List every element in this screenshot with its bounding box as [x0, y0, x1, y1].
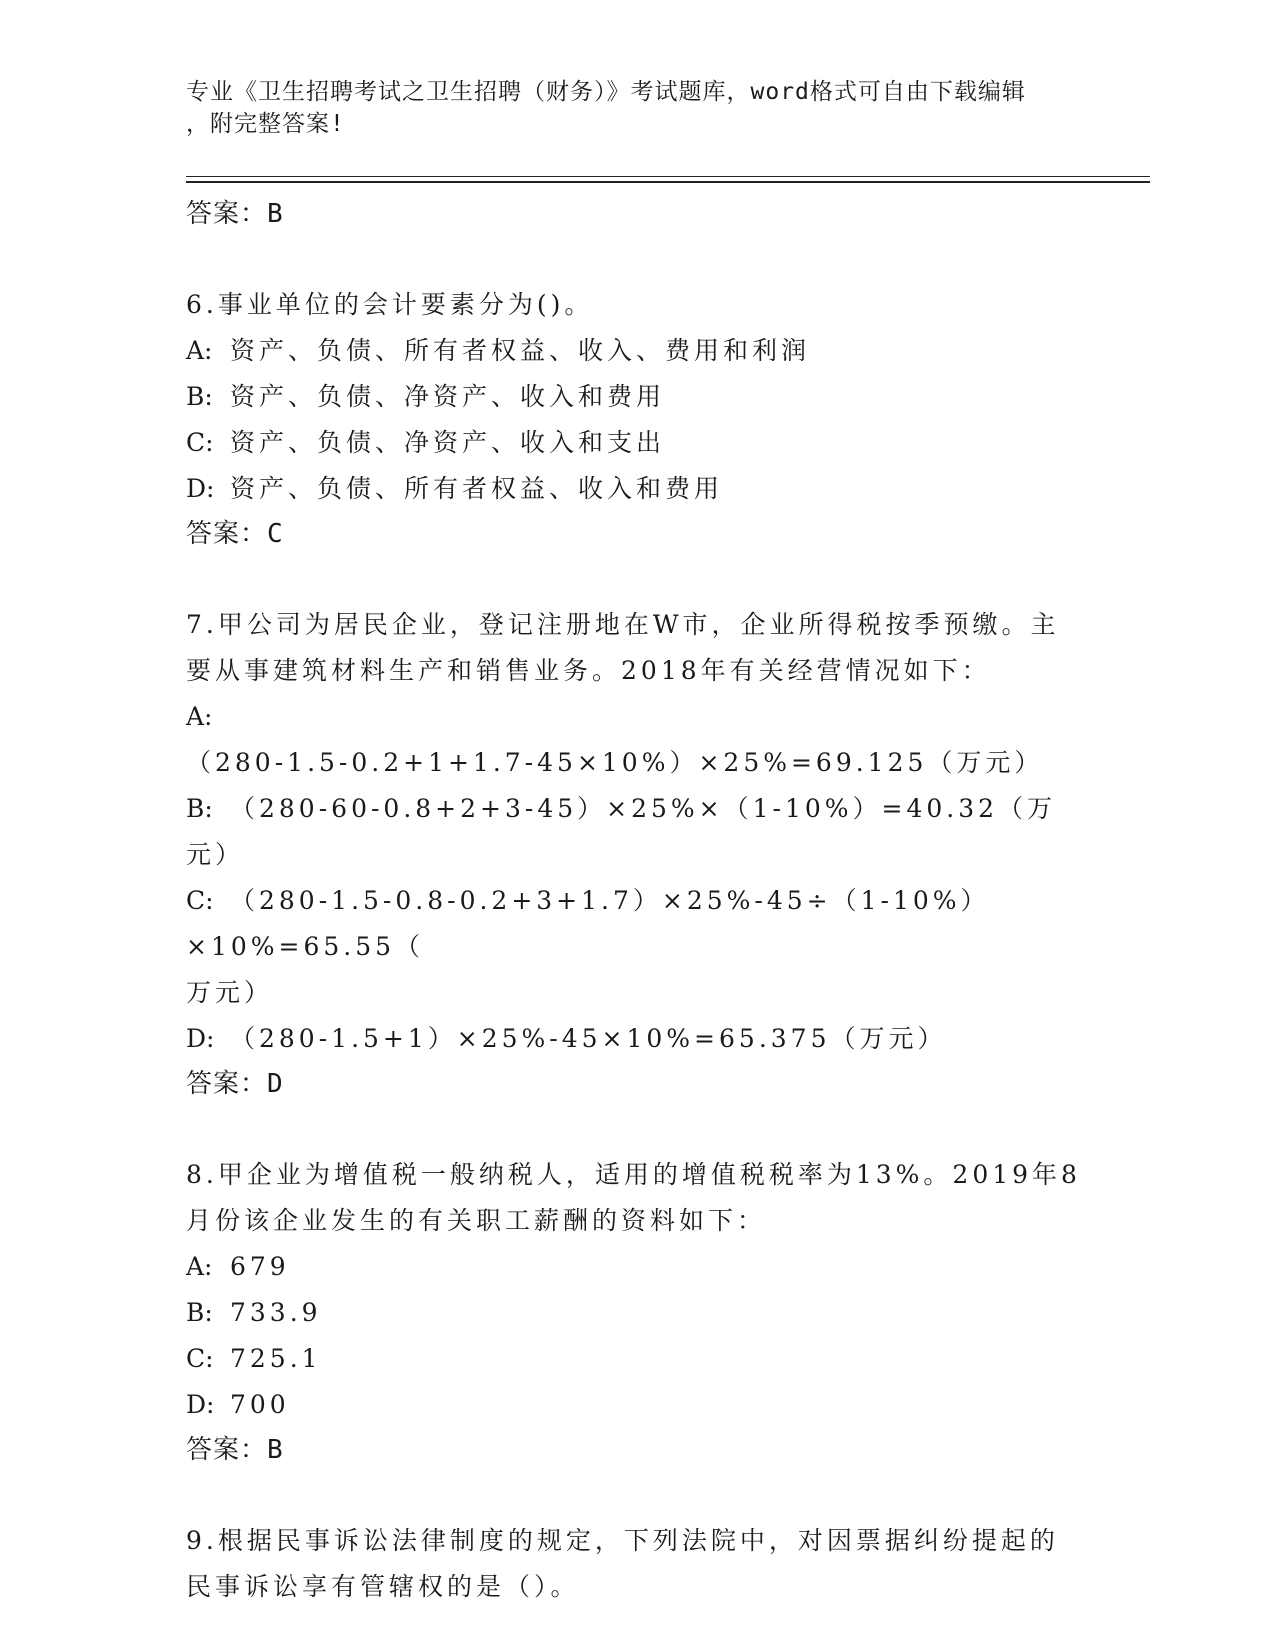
question-7-option-b — [186, 786, 1086, 878]
question-7-option-d — [186, 1016, 1086, 1062]
option-label: B: — [186, 1298, 213, 1327]
question-7-option-c — [186, 878, 1086, 970]
header-rule-thick — [186, 181, 1150, 183]
option-label: B: — [186, 794, 213, 823]
question-8-text-line-2: 月份该企业发生的有关职工薪酬的资料如下： — [186, 1206, 767, 1235]
question-8-option-d — [186, 1382, 1086, 1428]
option-text: 资产、负债、所有者权益、收入、费用和利润 — [230, 336, 811, 365]
question-8-option-c — [186, 1336, 1086, 1382]
option-label: A: — [186, 702, 213, 731]
option-text: 733.9 — [230, 1298, 322, 1327]
option-label: A: — [186, 336, 213, 365]
option-label: B: — [186, 382, 213, 411]
spacer — [186, 1472, 1086, 1518]
question-6-option-c — [186, 420, 1086, 466]
spacer — [186, 556, 1086, 602]
question-8 — [186, 1152, 1086, 1472]
option-label: D: — [186, 474, 215, 503]
question-8-option-b — [186, 1290, 1086, 1336]
header-rule-thin — [186, 176, 1150, 177]
question-8-answer: 答案：B — [186, 1435, 284, 1465]
question-6-answer: 答案：C — [186, 519, 284, 549]
answer-previous: 答案：B — [186, 199, 284, 229]
question-7-option-c-continued — [186, 970, 1086, 1016]
spacer — [186, 1106, 1086, 1152]
question-6-option-d — [186, 466, 1086, 512]
question-9-text-line-2: 民事诉讼享有管辖权的是（）。 — [186, 1572, 580, 1601]
question-8-option-a — [186, 1244, 1086, 1290]
question-6-option-a — [186, 328, 1086, 374]
question-8-text-line-1: 8.甲企业为增值税一般纳税人，适用的增值税税率为13%。2019年8 — [186, 1160, 1081, 1189]
option-label: C: — [186, 886, 214, 915]
question-7-text-line-1: 7.甲公司为居民企业，登记注册地在W市，企业所得税按季预缴。主 — [186, 610, 1060, 639]
option-label: D: — [186, 1390, 215, 1419]
question-6-option-b — [186, 374, 1086, 420]
option-text: 资产、负债、所有者权益、收入和费用 — [230, 474, 724, 503]
question-7-text-line-2: 要从事建筑材料生产和销售业务。2018年有关经营情况如下： — [186, 656, 991, 685]
question-9-text-line-1: 9.根据民事诉讼法律制度的规定，下列法院中，对因票据纠纷提起的 — [186, 1526, 1059, 1555]
option-text: （280-1.5-0.8-0.2+3+1.7）×25%-45÷（1-10%）×10%=65.55（ — [186, 886, 990, 961]
option-text: 资产、负债、净资产、收入和支出 — [230, 428, 666, 457]
option-text: 万元） — [186, 978, 274, 1007]
question-7 — [186, 602, 1086, 1106]
option-text: 679 — [230, 1252, 290, 1281]
option-label: C: — [186, 1344, 214, 1373]
option-text: （280-1.5-0.2+1+1.7-45×10%）×25%=69.125（万元） — [186, 748, 1044, 777]
option-label: D: — [186, 1024, 215, 1053]
question-6-text: 6.事业单位的会计要素分为()。 — [186, 290, 594, 319]
header-line-2: ，附完整答案! — [186, 111, 345, 137]
question-7-answer: 答案：D — [186, 1069, 284, 1099]
option-text: 700 — [230, 1390, 290, 1419]
question-6 — [186, 282, 1086, 556]
header-line-1: 专业《卫生招聘考试之卫生招聘（财务）》考试题库，word格式可自由下载编辑 — [186, 79, 1026, 105]
option-label: A: — [186, 1252, 213, 1281]
question-list — [186, 192, 1086, 1610]
option-text: 725.1 — [230, 1344, 322, 1373]
question-9 — [186, 1518, 1086, 1610]
option-text: （280-60-0.8+2+3-45）×25%×（1-10%）=40.32（万元） — [186, 794, 1057, 869]
option-text: （280-1.5+1）×25%-45×10%=65.375（万元） — [230, 1024, 947, 1053]
spacer — [186, 236, 1086, 282]
document-header — [186, 76, 1066, 140]
option-text: 资产、负债、净资产、收入和费用 — [230, 382, 666, 411]
question-7-option-a — [186, 694, 1086, 786]
option-label: C: — [186, 428, 214, 457]
